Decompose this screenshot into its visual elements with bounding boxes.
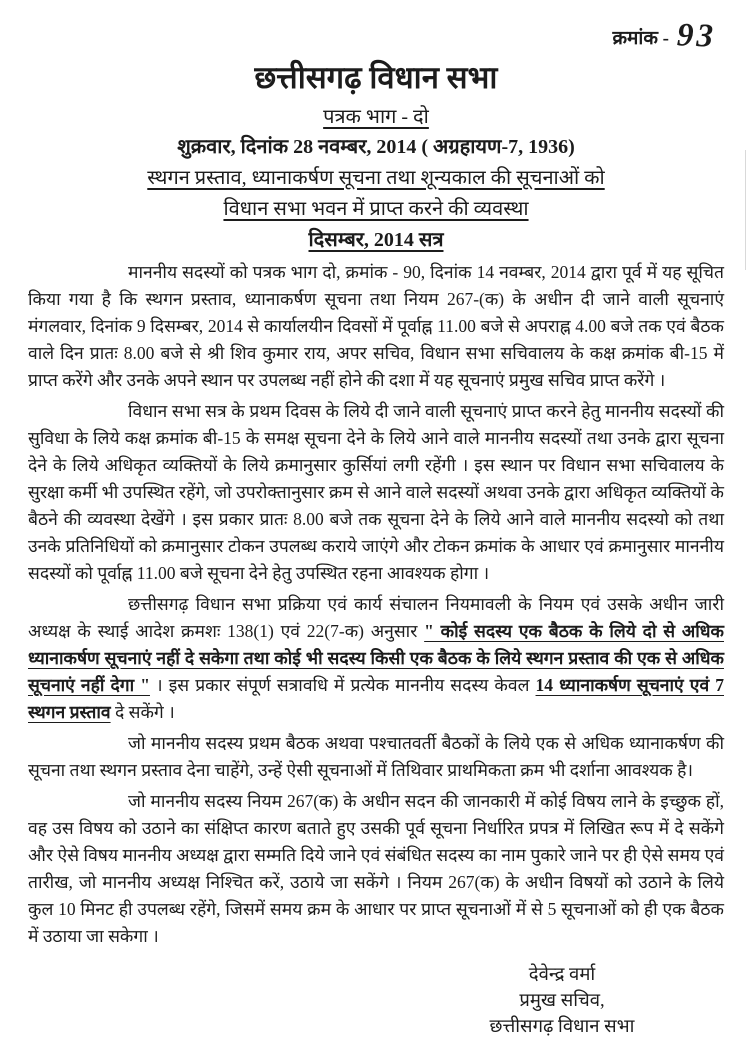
scan-artifact-line (745, 150, 746, 270)
document-part-subtitle (28, 104, 724, 131)
paragraph-3-intro: छत्तीसगढ़ विधान सभा प्रक्रिया एवं कार्य संचालन नियमावली के नियम एवं उसके अधीन जारी अध्यक्ष के स्थाई आदेश क्रमशः 138(1) एवं 22(7-क) अनुसार (28, 594, 724, 641)
signatory-designation: प्रमुख सचिव, (519, 991, 605, 1011)
paragraph-4: जो माननीय सदस्य प्रथम बैठक अथवा पश्चातवर्ती बैठकों के लिये एक से अधिक ध्यानाकर्षण की सूचना तथा स्थगन प्रस्ताव देना चाहेंगे, उन्हें ऐसी सूचनाओं में तिथिवार प्राथमिकता क्रम भी दर्शाना आवश्यक है। (28, 733, 724, 780)
paragraph-3-quoted-rule: " कोई सदस्य एक बैठक के लिये दो से अधिक ध्यानाकर्षण सूचनाएं नहीं दे सकेगा तथा कोई भी सदस्य किसी एक बैठक के लिये स्थगन प्रस्ताव की एक से अधिक सूचनाएं नहीं देगा " (28, 621, 724, 695)
subject-line-1 (28, 164, 724, 193)
paragraph-3 (28, 591, 724, 726)
subtitle-text: पत्रक भाग - दो (323, 106, 429, 128)
signature-block (442, 962, 682, 1040)
paragraph-2: विधान सभा सत्र के प्रथम दिवस के लिये दी जाने वाली सूचनाएं प्राप्त करने हेतु माननीय सदस्यों की सुविधा के लिये कक्ष क्रमांक बी-15 के समक्ष सूचना देने के लिये आने वाले माननीय सदस्यों तथा उनके द्वारा सूचना देने के लिये अधिकृत व्यक्तियों के लिये क्रमानुसार कुर्सियां लगी रहेंगी । इस स्थान पर विधान सभा सचिवालय के सुरक्षा कर्मी भी उपस्थित रहेंगे, जो उपरोक्तानुसार क्रम से आने वाले सदस्यों अथवा उनके द्वारा अधिकृत व्यक्तियों के बैठने की व्यवस्था देखेंगे । इस प्रकार प्रातः 8.00 बजे तक सूचना देने के लिये आने वाले माननीय सदस्यो को तथा उनके प्रतिनिधियों को क्रमानुसार टोकन उपलब्ध कराये जाएंगे और टोकन क्रमांक के आधार एवं क्रमानुसार माननीय सदस्यों को पूर्वाह्न 11.00 बजे सूचना देने हेतु उपस्थित रहना आवश्यक होगा । (28, 401, 724, 583)
signatory-organization: छत्तीसगढ़ विधान सभा (489, 1017, 635, 1037)
subject-line-1-text: स्थगन प्रस्ताव, ध्यानाकर्षण सूचना तथा शून्यकाल की सूचनाओं को (147, 167, 605, 189)
date-line: शुक्रवार, दिनांक 28 नवम्बर, 2014 ( अग्रहायण-7, 1936) (177, 136, 575, 158)
serial-number-handwritten: 93 (676, 17, 717, 55)
subject-line-2 (28, 195, 724, 224)
serial-number-line (28, 12, 724, 56)
paragraph-1: माननीय सदस्यों को पत्रक भाग दो, क्रमांक - 90, दिनांक 14 नवम्बर, 2014 द्वारा पूर्व में यह सूचित किया गया है कि स्थगन प्रस्ताव, ध्यानाकर्षण सूचना तथा नियम 267-(क) के अधीन दी जाने वाली सूचनाएं मंगलवार, दिनांक 9 दिसम्बर, 2014 से कार्यालयीन दिवसों में पूर्वाह्न 11.00 बजे से अपराह्न 4.00 बजे तक एवं बैठक वाले दिन प्रातः 8.00 बजे से श्री शिव कुमार राय, अपर सचिव, विधान सभा सचिवालय के कक्ष क्रमांक बी-15 में प्राप्त करेंगे और उनके अपने स्थान पर उपलब्ध नहीं होने की दशा में यह सूचनाएं प्रमुख सचिव प्राप्त करेंगे । (28, 262, 724, 390)
paragraph-3-limits: 14 ध्यानाकर्षण सूचनाएं एवं 7 स्थगन प्रस्ताव (28, 675, 724, 722)
paragraph-3-middle: । इस प्रकार संपूर्ण सत्रावधि में प्रत्येक माननीय सदस्य केवल (149, 675, 536, 695)
page-title: छत्तीसगढ़ विधान सभा (254, 60, 498, 95)
paragraph-3-closing: दे सकेंगे । (110, 702, 175, 722)
paragraph-5: जो माननीय सदस्य नियम 267(क) के अधीन सदन की जानकारी में कोई विषय लाने के इच्छुक हों, वह उस विषय को उठाने का संक्षिप्त कारण बताते हुए उसकी पूर्व सूचना निर्धारित प्रपत्र में लिखित रूप में दे सकेंगे और ऐसे विषय माननीय अध्यक्ष द्वारा सम्मति दिये जाने एवं संबंधित सदस्य का नाम पुकारे जाने पर ही ऐसे समय एवं तारीख, जो माननीय अध्यक्ष निश्चित करें, उठाये जा सकेंगे । नियम 267(क) के अधीन विषयों को उठाने के लिये कुल 10 मिनट ही उपलब्ध रहेंगे, जिसमें समय क्रम के आधार पर प्राप्त सूचनाओं में से 5 सूचनाओं को ही एक बैठक में उठाया जा सकेगा । (28, 791, 724, 946)
subject-line-2-text: विधान सभा भवन में प्राप्त करने की व्यवस्था (223, 198, 529, 220)
serial-label: क्रमांक - (612, 28, 669, 49)
session-line-text: दिसम्बर, 2014 सत्र (308, 229, 444, 251)
signatory-name: देवेन्द्र वर्मा (528, 965, 596, 985)
session-line (28, 226, 724, 255)
